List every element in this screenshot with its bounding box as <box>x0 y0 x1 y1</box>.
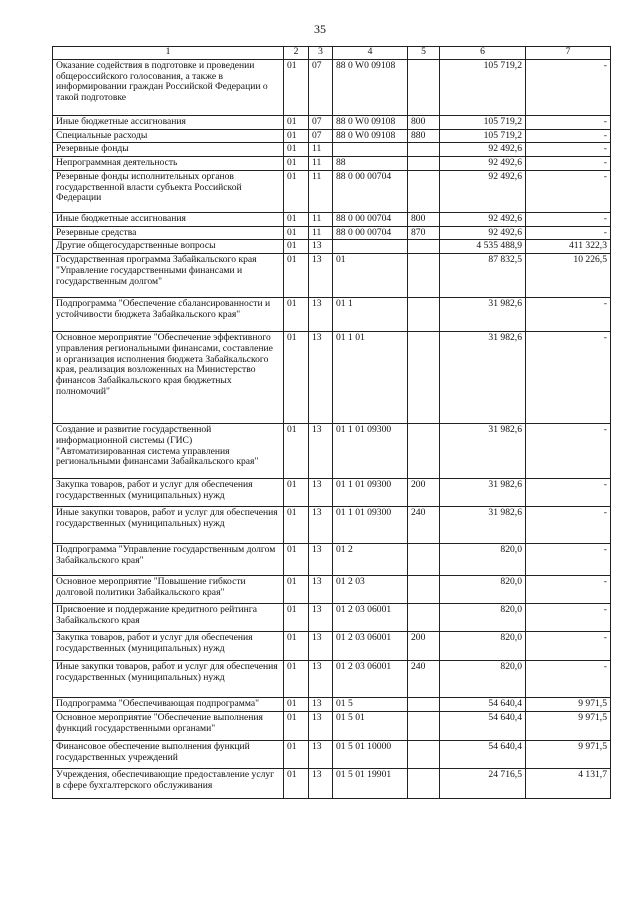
expense-type-code: 200 <box>408 479 440 507</box>
section-code: 01 <box>284 544 309 576</box>
table-row <box>53 424 611 479</box>
target-article-code: 88 0 00 00704 <box>333 170 408 212</box>
amount-total: 820,0 <box>440 576 526 604</box>
section-code: 01 <box>284 424 309 479</box>
amount-subvention: - <box>526 226 611 240</box>
section-code: 01 <box>284 698 309 712</box>
row-name: Государственная программа Забайкальского края "Управление государственными финансами и государственным долгом" <box>53 254 284 298</box>
column-header: 4 <box>333 47 408 60</box>
row-name: Иные закупки товаров, работ и услуг для обеспечения государственных (муниципальных) нужд <box>53 661 284 698</box>
section-code: 01 <box>284 226 309 240</box>
target-article-code: 01 2 03 06001 <box>333 632 408 661</box>
amount-total: 31 982,6 <box>440 424 526 479</box>
target-article-code: 88 0 00 00704 <box>333 212 408 226</box>
row-name: Основное мероприятие "Обеспечение выполнения функций государственными органами" <box>53 711 284 740</box>
amount-total: 54 640,4 <box>440 740 526 768</box>
amount-total: 31 982,6 <box>440 332 526 424</box>
section-code: 01 <box>284 768 309 798</box>
expense-type-code <box>408 768 440 798</box>
subsection-code: 13 <box>309 768 333 798</box>
subsection-code: 13 <box>309 632 333 661</box>
amount-total: 92 492,6 <box>440 212 526 226</box>
table-row <box>53 576 611 604</box>
amount-subvention: - <box>526 544 611 576</box>
expense-type-code <box>408 143 440 157</box>
target-article-code: 01 1 <box>333 298 408 332</box>
row-name: Подпрограмма "Управление государственным долгом Забайкальского края" <box>53 544 284 576</box>
expense-type-code <box>408 240 440 254</box>
amount-subvention: - <box>526 298 611 332</box>
section-code: 01 <box>284 332 309 424</box>
amount-total: 24 716,5 <box>440 768 526 798</box>
subsection-code: 11 <box>309 212 333 226</box>
table-row <box>53 661 611 698</box>
section-code: 01 <box>284 604 309 632</box>
table-row <box>53 544 611 576</box>
table-row <box>53 226 611 240</box>
target-article-code: 88 0 W0 09108 <box>333 129 408 143</box>
section-code: 01 <box>284 143 309 157</box>
row-name: Подпрограмма "Обеспечивающая подпрограмма" <box>53 698 284 712</box>
amount-subvention: - <box>526 604 611 632</box>
table-row <box>53 212 611 226</box>
subsection-code: 13 <box>309 254 333 298</box>
expense-type-code <box>408 254 440 298</box>
table-row <box>53 632 611 661</box>
expense-type-code: 800 <box>408 116 440 130</box>
expense-type-code: 870 <box>408 226 440 240</box>
subsection-code: 13 <box>309 711 333 740</box>
subsection-code: 13 <box>309 661 333 698</box>
section-code: 01 <box>284 170 309 212</box>
row-name: Закупка товаров, работ и услуг для обеспечения государственных (муниципальных) нужд <box>53 632 284 661</box>
amount-total: 105 719,2 <box>440 60 526 116</box>
row-name: Резервные средства <box>53 226 284 240</box>
target-article-code: 88 0 00 00704 <box>333 226 408 240</box>
amount-total: 105 719,2 <box>440 129 526 143</box>
amount-subvention: 9 971,5 <box>526 740 611 768</box>
amount-total: 4 535 488,9 <box>440 240 526 254</box>
section-code: 01 <box>284 661 309 698</box>
table-row <box>53 479 611 507</box>
section-code: 01 <box>284 157 309 171</box>
amount-subvention: 10 226,5 <box>526 254 611 298</box>
amount-subvention: - <box>526 170 611 212</box>
target-article-code: 01 2 03 06001 <box>333 661 408 698</box>
amount-total: 87 832,5 <box>440 254 526 298</box>
section-code: 01 <box>284 479 309 507</box>
amount-total: 31 982,6 <box>440 298 526 332</box>
row-name: Иные бюджетные ассигнования <box>53 212 284 226</box>
expense-type-code <box>408 576 440 604</box>
row-name: Резервные фонды исполнительных органов государственной власти субъекта Российской Федерации <box>53 170 284 212</box>
subsection-code: 13 <box>309 740 333 768</box>
expense-type-code: 240 <box>408 661 440 698</box>
target-article-code: 01 1 01 09300 <box>333 424 408 479</box>
table-row <box>53 170 611 212</box>
amount-subvention: 4 131,7 <box>526 768 611 798</box>
target-article-code: 01 5 01 19901 <box>333 768 408 798</box>
expense-type-code <box>408 711 440 740</box>
target-article-code: 01 5 01 10000 <box>333 740 408 768</box>
amount-total: 31 982,6 <box>440 507 526 544</box>
subsection-code: 07 <box>309 60 333 116</box>
row-name: Основное мероприятие "Обеспечение эффективного управления региональными финансами, составление и организация исполнения бюджета Забайкальского края, реализация возложенных на Министерство финансов Забайкальского края бюджетных полномочий" <box>53 332 284 424</box>
table-row <box>53 254 611 298</box>
target-article-code: 01 1 01 <box>333 332 408 424</box>
target-article-code: 01 1 01 09300 <box>333 507 408 544</box>
subsection-code: 13 <box>309 479 333 507</box>
amount-total: 92 492,6 <box>440 143 526 157</box>
subsection-code: 13 <box>309 698 333 712</box>
table-row <box>53 698 611 712</box>
subsection-code: 11 <box>309 157 333 171</box>
table-row <box>53 157 611 171</box>
target-article-code <box>333 143 408 157</box>
header-row <box>53 47 611 60</box>
amount-subvention: - <box>526 424 611 479</box>
section-code: 01 <box>284 254 309 298</box>
amount-subvention: - <box>526 332 611 424</box>
amount-total: 54 640,4 <box>440 698 526 712</box>
subsection-code: 13 <box>309 544 333 576</box>
target-article-code: 88 0 W0 09108 <box>333 60 408 116</box>
table-row <box>53 143 611 157</box>
target-article-code: 01 <box>333 254 408 298</box>
section-code: 01 <box>284 240 309 254</box>
amount-total: 31 982,6 <box>440 479 526 507</box>
row-name: Подпрограмма "Обеспечение сбалансированности и устойчивости бюджета Забайкальского края" <box>53 298 284 332</box>
target-article-code: 88 <box>333 157 408 171</box>
section-code: 01 <box>284 740 309 768</box>
expense-type-code: 200 <box>408 632 440 661</box>
amount-subvention: - <box>526 60 611 116</box>
amount-subvention: 9 971,5 <box>526 711 611 740</box>
amount-total: 105 719,2 <box>440 116 526 130</box>
section-code: 01 <box>284 632 309 661</box>
row-name: Финансовое обеспечение выполнения функций государственных учреждений <box>53 740 284 768</box>
table-row <box>53 740 611 768</box>
amount-subvention: 9 971,5 <box>526 698 611 712</box>
row-name: Учреждения, обеспечивающие предоставление услуг в сфере бухгалтерского обслуживания <box>53 768 284 798</box>
subsection-code: 13 <box>309 424 333 479</box>
expense-type-code: 240 <box>408 507 440 544</box>
table-row <box>53 332 611 424</box>
section-code: 01 <box>284 507 309 544</box>
section-code: 01 <box>284 576 309 604</box>
subsection-code: 11 <box>309 226 333 240</box>
row-name: Другие общегосударственные вопросы <box>53 240 284 254</box>
amount-subvention: - <box>526 632 611 661</box>
amount-total: 54 640,4 <box>440 711 526 740</box>
amount-total: 820,0 <box>440 544 526 576</box>
subsection-code: 13 <box>309 604 333 632</box>
expense-type-code <box>408 544 440 576</box>
section-code: 01 <box>284 212 309 226</box>
subsection-code: 13 <box>309 240 333 254</box>
table-row <box>53 240 611 254</box>
target-article-code: 01 2 <box>333 544 408 576</box>
section-code: 01 <box>284 116 309 130</box>
amount-subvention: - <box>526 479 611 507</box>
table-row <box>53 507 611 544</box>
table-row <box>53 768 611 798</box>
amount-subvention: - <box>526 143 611 157</box>
column-header: 5 <box>408 47 440 60</box>
amount-subvention: - <box>526 116 611 130</box>
expense-type-code <box>408 332 440 424</box>
section-code: 01 <box>284 298 309 332</box>
column-header: 3 <box>309 47 333 60</box>
table-row <box>53 711 611 740</box>
amount-subvention: - <box>526 507 611 544</box>
column-header: 7 <box>526 47 611 60</box>
expense-type-code <box>408 157 440 171</box>
target-article-code: 01 1 01 09300 <box>333 479 408 507</box>
subsection-code: 07 <box>309 116 333 130</box>
amount-subvention: 411 322,3 <box>526 240 611 254</box>
row-name: Закупка товаров, работ и услуг для обеспечения государственных (муниципальных) нужд <box>53 479 284 507</box>
expense-type-code <box>408 298 440 332</box>
amount-subvention: - <box>526 157 611 171</box>
row-name: Специальные расходы <box>53 129 284 143</box>
subsection-code: 13 <box>309 576 333 604</box>
subsection-code: 11 <box>309 143 333 157</box>
table-row <box>53 604 611 632</box>
expense-type-code <box>408 60 440 116</box>
amount-subvention: - <box>526 212 611 226</box>
target-article-code: 88 0 W0 09108 <box>333 116 408 130</box>
section-code: 01 <box>284 129 309 143</box>
table-row <box>53 60 611 116</box>
subsection-code: 13 <box>309 507 333 544</box>
expense-type-code: 800 <box>408 212 440 226</box>
target-article-code <box>333 240 408 254</box>
amount-total: 92 492,6 <box>440 170 526 212</box>
row-name: Создание и развитие государственной информационной системы (ГИС) "Автоматизированная система управления региональными финансами Забайкальского края" <box>53 424 284 479</box>
amount-subvention: - <box>526 576 611 604</box>
row-name: Иные бюджетные ассигнования <box>53 116 284 130</box>
table-row <box>53 298 611 332</box>
column-header: 2 <box>284 47 309 60</box>
target-article-code: 01 5 01 <box>333 711 408 740</box>
expense-type-code <box>408 604 440 632</box>
expense-type-code: 880 <box>408 129 440 143</box>
row-name: Непрограммная деятельность <box>53 157 284 171</box>
section-code: 01 <box>284 60 309 116</box>
subsection-code: 13 <box>309 298 333 332</box>
amount-subvention: - <box>526 661 611 698</box>
expense-type-code <box>408 740 440 768</box>
row-name: Резервные фонды <box>53 143 284 157</box>
amount-total: 92 492,6 <box>440 226 526 240</box>
table-body <box>53 60 611 799</box>
column-header: 1 <box>53 47 284 60</box>
amount-subvention: - <box>526 129 611 143</box>
amount-total: 820,0 <box>440 661 526 698</box>
row-name: Оказание содействия в подготовке и проведении общероссийского голосования, а также в информировании граждан Российской Федерации о такой подготовке <box>53 60 284 116</box>
row-name: Иные закупки товаров, работ и услуг для обеспечения государственных (муниципальных) нужд <box>53 507 284 544</box>
amount-total: 820,0 <box>440 632 526 661</box>
row-name: Основное мероприятие "Повышение гибкости долговой политики Забайкальского края" <box>53 576 284 604</box>
expense-type-code <box>408 698 440 712</box>
page-number: 35 <box>314 22 326 36</box>
table-row <box>53 129 611 143</box>
target-article-code: 01 5 <box>333 698 408 712</box>
table-row <box>53 116 611 130</box>
row-name: Присвоение и поддержание кредитного рейтинга Забайкальского края <box>53 604 284 632</box>
subsection-code: 11 <box>309 170 333 212</box>
amount-total: 820,0 <box>440 604 526 632</box>
subsection-code: 07 <box>309 129 333 143</box>
subsection-code: 13 <box>309 332 333 424</box>
expense-type-code <box>408 170 440 212</box>
amount-total: 92 492,6 <box>440 157 526 171</box>
column-header: 6 <box>440 47 526 60</box>
budget-table <box>52 46 611 799</box>
section-code: 01 <box>284 711 309 740</box>
target-article-code: 01 2 03 06001 <box>333 604 408 632</box>
target-article-code: 01 2 03 <box>333 576 408 604</box>
expense-type-code <box>408 424 440 479</box>
